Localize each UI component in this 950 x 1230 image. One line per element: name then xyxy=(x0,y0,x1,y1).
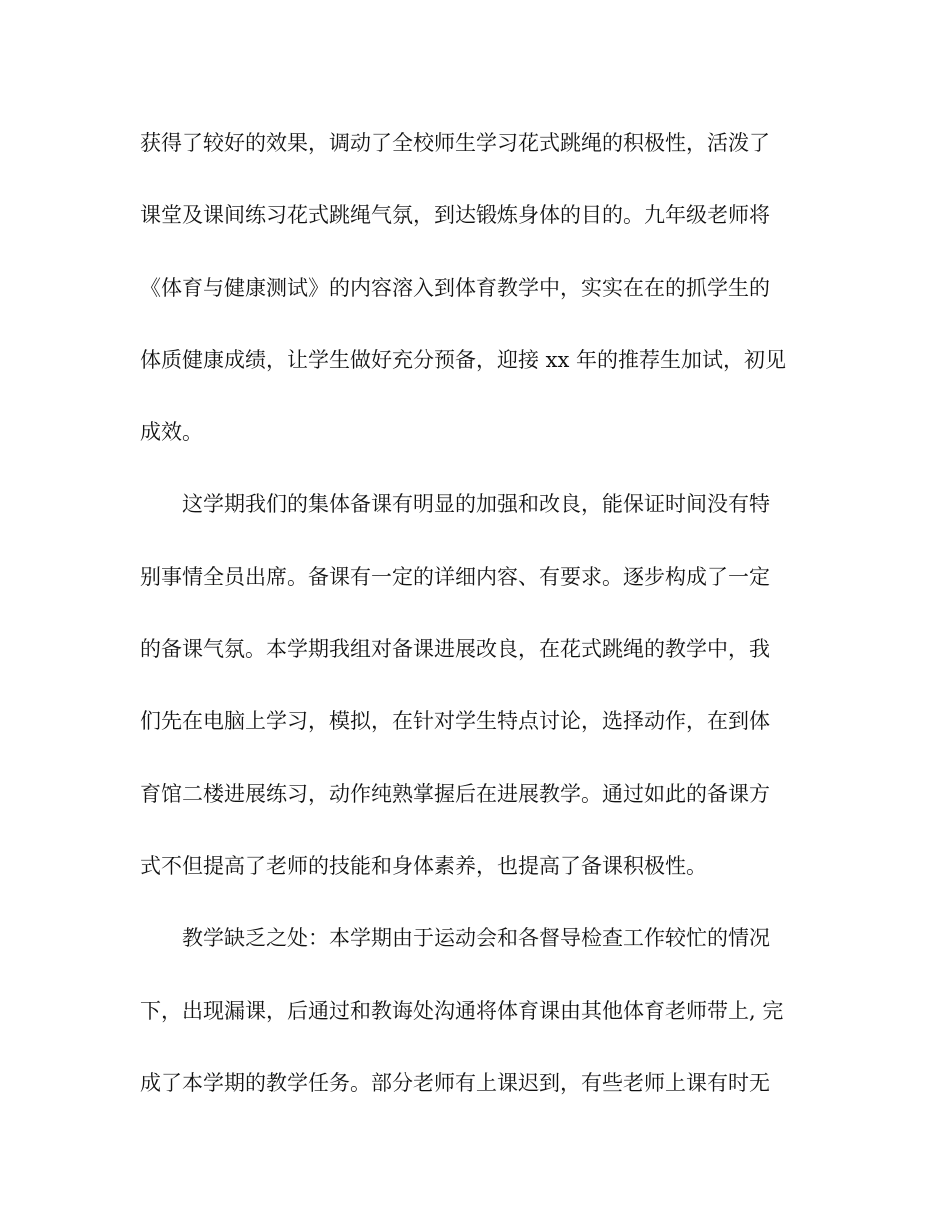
text-line: 课堂及课间练习花式跳绳气氛，到达锻炼身体的目的。九年级老师将 xyxy=(140,203,770,228)
body-text xyxy=(140,117,820,1129)
text-line: 育馆二楼进展练习，动作纯熟掌握后在进展教学。通过如此的备课方 xyxy=(140,781,770,806)
paragraph-start-line: 这学期我们的集体备课有明显的加强和改良，能保证时间没有特 xyxy=(182,492,770,517)
text-line: 成了本学期的教学任务。部分老师有上课迟到，有些老师上课有时无 xyxy=(140,1070,770,1095)
text-line: 成效。 xyxy=(140,420,203,445)
text-line: 式不但提高了老师的技能和身体素养，也提高了备课积极性。 xyxy=(140,853,707,878)
text-line: 《体育与健康测试》的内容溶入到体育教学中，实实在在的抓学生的 xyxy=(140,275,770,300)
text-line: 获得了较好的效果，调动了全校师生学习花式跳绳的积极性，活泼了 xyxy=(140,131,770,155)
text-line: 们先在电脑上学习，模拟，在针对学生特点讨论，选择动作，在到体 xyxy=(140,709,770,734)
text-line: 体质健康成绩，让学生做好充分预备，迎接 xx 年的推荐生加试，初见 xyxy=(140,347,787,372)
paragraph-start-line: 教学缺乏之处：本学期由于运动会和各督导检查工作较忙的情况 xyxy=(182,926,770,951)
text-line: 别事情全员出席。备课有一定的详细内容、有要求。逐步构成了一定 xyxy=(140,564,770,589)
text-line: 的备课气氛。本学期我组对备课进展改良，在花式跳绳的教学中，我 xyxy=(140,637,770,662)
text-line: 下，出现漏课，后通过和教诲处沟通将体育课由其他体育老师带上, 完 xyxy=(140,998,784,1023)
